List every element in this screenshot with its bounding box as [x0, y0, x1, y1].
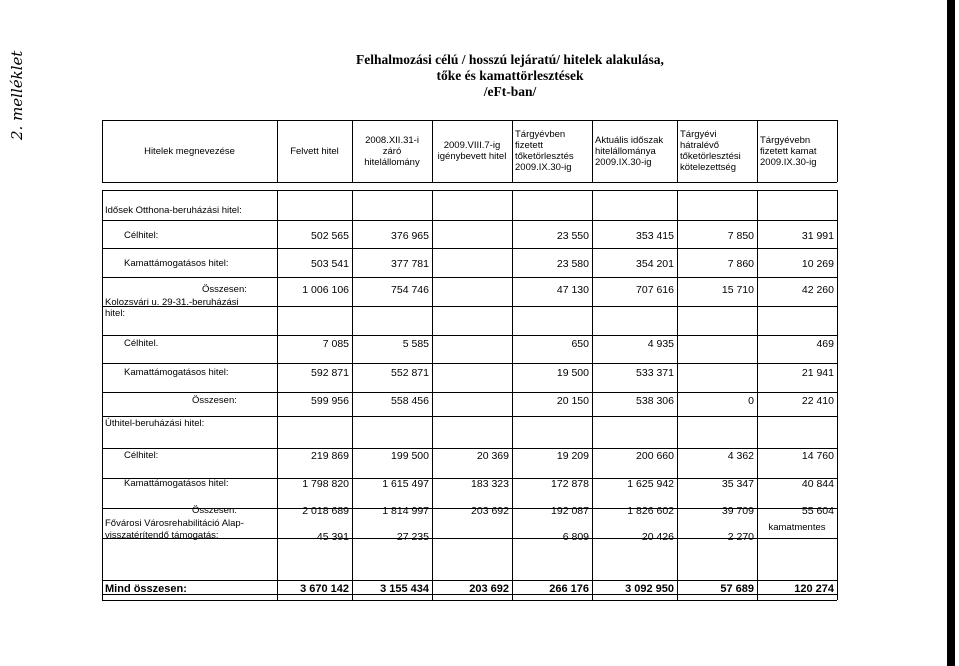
row-idosek-osszesen-value: 1 006 106 — [302, 284, 349, 296]
grid-hline — [102, 335, 837, 336]
grid-vline — [352, 120, 353, 182]
row-ut-osszesen-value: 1 814 997 — [382, 505, 429, 517]
grid-vline — [757, 580, 758, 600]
row-ut-kamattamogatasos-value: 35 347 — [721, 478, 754, 490]
grid-vline — [277, 580, 278, 600]
row-idosek-celhitel-value: 23 550 — [556, 230, 589, 242]
header-zaro-hitelallomany-line: hitelállomány — [364, 157, 420, 168]
row-idosek-osszesen-value: 754 746 — [391, 284, 429, 296]
header-aktualis-hitelallomany — [595, 135, 674, 168]
grid-vline — [512, 580, 513, 600]
annex-note: 2. melléklet — [8, 50, 26, 140]
kamatmentes-note: kamatmentes — [768, 522, 826, 533]
grid-vline — [432, 120, 433, 182]
grid-vline — [677, 120, 678, 182]
row-idosek-celhitel-value: 7 850 — [727, 230, 754, 242]
row-kolozsvari-osszesen-value: 599 956 — [311, 395, 349, 407]
row-grand-total-value: 266 176 — [549, 583, 589, 595]
header-hatralevo-line: hátralévő — [680, 140, 720, 151]
row-fva-value: 27 235 — [396, 531, 429, 543]
row-ut-celhitel-label: Célhitel: — [124, 450, 159, 461]
header-igenybevett-hitel-line: 2009.VIII.7-ig — [443, 140, 501, 151]
row-kolozsvari-osszesen-value: 558 456 — [391, 395, 429, 407]
row-fva-value: 6 809 — [562, 531, 589, 543]
title-line-2: tőke és kamattörlesztések — [436, 68, 584, 83]
grid-hline — [102, 277, 837, 278]
grid-hline — [102, 448, 837, 449]
section-kolozsvari: Kolozsvári u. 29-31.-beruházási — [105, 297, 239, 308]
scan-edge — [947, 0, 955, 666]
grid-hline — [102, 190, 837, 191]
header-aktualis-hitelallomany-line: Aktuális időszak — [595, 135, 664, 146]
row-fva-value: 2 270 — [727, 531, 754, 543]
row-ut-celhitel-value: 20 369 — [476, 450, 509, 462]
row-idosek-osszesen-value: 42 260 — [801, 284, 834, 296]
row-idosek-osszesen-value: 47 130 — [556, 284, 589, 296]
row-idosek-kamattamogatasos-value: 503 541 — [311, 258, 349, 270]
header-toketorlesztes-line: fizetett — [515, 140, 543, 151]
row-idosek-osszesen-value: 15 710 — [721, 284, 754, 296]
row-kolozsvari-osszesen-label: Összesen: — [192, 395, 237, 406]
row-ut-kamattamogatasos-value: 1 798 820 — [302, 478, 349, 490]
row-ut-kamattamogatasos-value: 1 615 497 — [382, 478, 429, 490]
row-idosek-kamattamogatasos-value: 354 201 — [636, 258, 674, 270]
row-ut-osszesen-value: 1 826 602 — [627, 505, 674, 517]
row-idosek-celhitel-value: 376 965 — [391, 230, 429, 242]
grid-vline — [512, 120, 513, 182]
row-idosek-kamattamogatasos-value: 23 580 — [556, 258, 589, 270]
header-toketorlesztes-line: Tárgyévben — [515, 129, 566, 140]
row-ut-celhitel-value: 199 500 — [391, 450, 429, 462]
grid-vline — [277, 120, 278, 182]
header-hatralevo-line: Tárgyévi — [680, 129, 717, 140]
row-idosek-kamattamogatasos-label: Kamattámogatásos hitel: — [124, 258, 229, 269]
header-felvett-line: Felvett hitel — [290, 146, 339, 157]
row-idosek-osszesen-label: Összesen: — [202, 284, 247, 295]
row-kolozsvari-kamattamogatasos-value: 552 871 — [391, 367, 429, 379]
header-hatralevo-line: tőketörlesztési — [680, 151, 741, 162]
row-ut-celhitel-value: 14 760 — [801, 450, 834, 462]
section-uthitel: Úthitel-beruházási hitel: — [105, 418, 205, 429]
header-toketorlesztes-line: tőketörlesztés — [515, 151, 574, 162]
row-ut-kamattamogatasos-value: 172 878 — [551, 478, 589, 490]
grid-vline — [432, 580, 433, 600]
grid-hline — [102, 600, 837, 601]
row-ut-osszesen-label: Összesen: — [192, 505, 237, 516]
row-ut-osszesen-value: 2 018 689 — [302, 505, 349, 517]
grid-vline — [102, 120, 103, 182]
header-zaro-hitelallomany-line: 2008.XII.31-i — [365, 135, 419, 146]
row-kolozsvari-kamattamogatasos-value: 592 871 — [311, 367, 349, 379]
grid-hline — [102, 392, 837, 393]
row-idosek-kamattamogatasos-value: 7 860 — [727, 258, 754, 270]
grid-hline — [102, 182, 837, 183]
row-idosek-celhitel-label: Célhitel: — [124, 230, 159, 241]
grid-hline — [102, 416, 837, 417]
row-kolozsvari-celhitel-value: 650 — [571, 338, 589, 350]
header-toketorlesztes — [515, 129, 589, 173]
row-kolozsvari-kamattamogatasos-value: 21 941 — [801, 367, 834, 379]
title-line-1: Felhalmozási célú / hosszú lejáratú/ hitelek alakulása, — [356, 52, 664, 67]
row-fva-value: 20 426 — [641, 531, 674, 543]
row-kolozsvari-celhitel-label: Célhitel. — [124, 338, 159, 349]
row-grand-total-value: 203 692 — [469, 583, 509, 595]
grid-vline — [592, 120, 593, 182]
row-idosek-celhitel-value: 31 991 — [801, 230, 834, 242]
row-grand-total-value: 3 670 142 — [300, 583, 349, 595]
grid-vline — [837, 120, 838, 182]
header-igenybevett-hitel — [435, 140, 509, 162]
row-ut-kamattamogatasos-label: Kamattámogatásos hitel: — [124, 478, 229, 489]
row-kolozsvari-kamattamogatasos-value: 19 500 — [556, 367, 589, 379]
row-kolozsvari-osszesen-value: 20 150 — [556, 395, 589, 407]
row-grand-total-value: 3 092 950 — [625, 583, 674, 595]
section-idosek-otthona: Idősek Otthona-beruházási hitel: — [105, 205, 242, 216]
row-grand-total-value: 3 155 434 — [380, 583, 429, 595]
grid-hline — [102, 363, 837, 364]
row-ut-celhitel-value: 219 869 — [311, 450, 349, 462]
row-ut-kamattamogatasos-value: 1 625 942 — [627, 478, 674, 490]
row-kolozsvari-celhitel-value: 4 935 — [647, 338, 674, 350]
row-grand-total-value: 57 689 — [720, 583, 754, 595]
header-name-line: Hitelek megnevezése — [144, 146, 235, 157]
header-fizetett-kamat — [760, 135, 834, 168]
row-ut-osszesen-value: 203 692 — [471, 505, 509, 517]
row-grand-total-label: Mind összesen: — [105, 583, 187, 595]
header-hatralevo-line: kötelezettség — [680, 162, 736, 173]
row-fva-label-line2: visszatérítendő támogatás: — [105, 530, 219, 541]
grid-hline — [102, 580, 837, 581]
row-ut-osszesen-value: 192 087 — [551, 505, 589, 517]
row-ut-kamattamogatasos-value: 40 844 — [801, 478, 834, 490]
row-kolozsvari-celhitel-value: 5 585 — [402, 338, 429, 350]
header-toketorlesztes-line: 2009.IX.30-ig — [515, 162, 572, 173]
row-grand-total-value: 120 274 — [794, 583, 834, 595]
row-ut-osszesen-value: 39 709 — [721, 505, 754, 517]
header-name — [105, 146, 274, 157]
row-fva-value: 45 391 — [316, 531, 349, 543]
section-kolozsvari-line2: hitel: — [105, 308, 126, 319]
row-idosek-celhitel-value: 502 565 — [311, 230, 349, 242]
row-idosek-kamattamogatasos-value: 377 781 — [391, 258, 429, 270]
row-ut-osszesen-value: 55 604 — [801, 505, 834, 517]
header-fizetett-kamat-line: Tárgyévebn — [760, 135, 811, 146]
row-fva-label: Fővárosi Városrehabilitáció Alap- — [105, 518, 244, 529]
grid-hline — [102, 220, 837, 221]
header-aktualis-hitelallomany-line: 2009.IX.30-ig — [595, 157, 652, 168]
row-kolozsvari-kamattamogatasos-value: 533 371 — [636, 367, 674, 379]
grid-vline — [837, 190, 838, 594]
row-ut-celhitel-value: 4 362 — [727, 450, 754, 462]
row-idosek-kamattamogatasos-value: 10 269 — [801, 258, 834, 270]
grid-vline — [102, 580, 103, 600]
header-felvett — [280, 146, 349, 157]
row-ut-kamattamogatasos-value: 183 323 — [471, 478, 509, 490]
grid-vline — [677, 580, 678, 600]
row-idosek-celhitel-value: 353 415 — [636, 230, 674, 242]
header-zaro-hitelallomany — [355, 135, 429, 168]
grid-vline — [757, 120, 758, 182]
header-igenybevett-hitel-line: igénybevett hitel — [437, 151, 507, 162]
row-ut-celhitel-value: 200 660 — [636, 450, 674, 462]
grid-vline — [352, 580, 353, 600]
grid-vline — [837, 580, 838, 600]
row-idosek-osszesen-value: 707 616 — [636, 284, 674, 296]
header-fizetett-kamat-line: fizetett kamat — [760, 146, 817, 157]
grid-hline — [102, 120, 837, 121]
header-zaro-hitelallomany-line: záró — [382, 146, 402, 157]
header-aktualis-hitelallomany-line: hitelállománya — [595, 146, 656, 157]
header-hatralevo — [680, 129, 754, 173]
document-title — [290, 52, 730, 100]
grid-vline — [592, 580, 593, 600]
row-kolozsvari-osszesen-value: 538 306 — [636, 395, 674, 407]
row-kolozsvari-celhitel-value: 469 — [816, 338, 834, 350]
row-kolozsvari-osszesen-value: 0 — [748, 395, 754, 407]
header-fizetett-kamat-line: 2009.IX.30-ig — [760, 157, 817, 168]
row-kolozsvari-kamattamogatasos-label: Kamattámogatásos hitel: — [124, 367, 229, 378]
row-kolozsvari-celhitel-value: 7 085 — [322, 338, 349, 350]
grid-hline — [102, 248, 837, 249]
title-line-3: /eFt-ban/ — [483, 84, 537, 99]
row-kolozsvari-osszesen-value: 22 410 — [801, 395, 834, 407]
row-ut-celhitel-value: 19 209 — [556, 450, 589, 462]
